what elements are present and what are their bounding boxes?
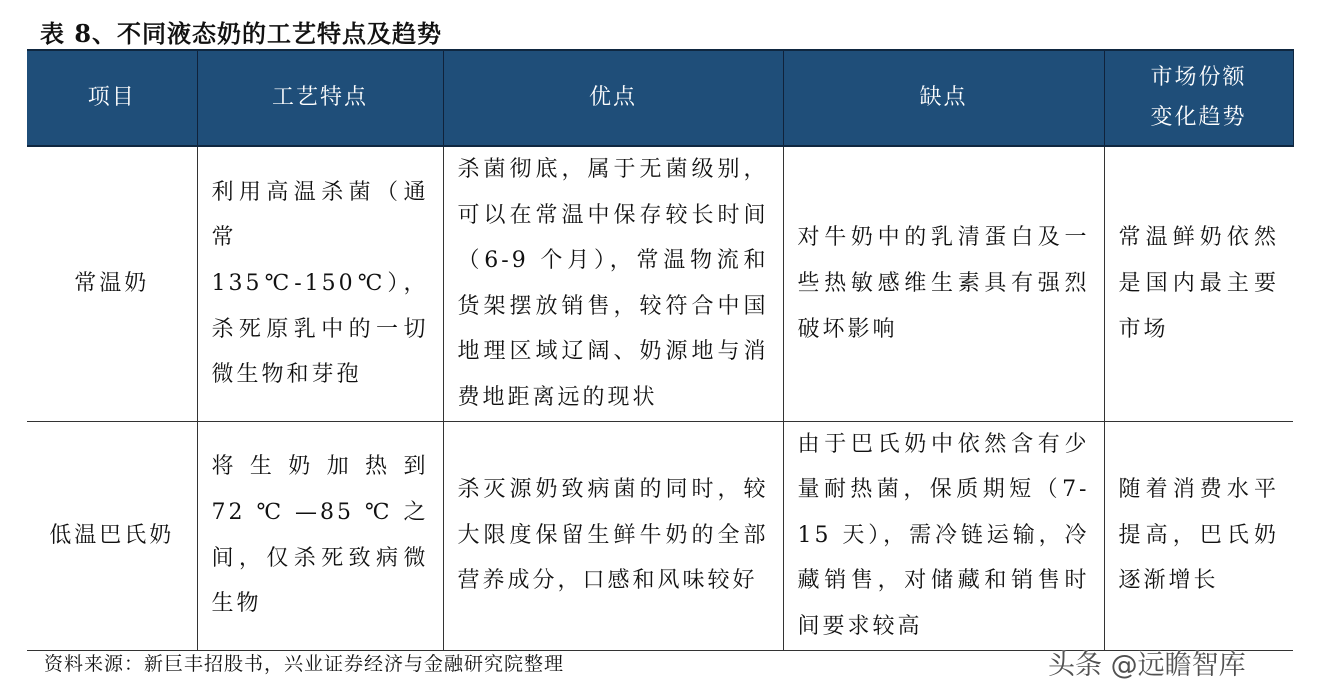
header-process: 工艺特点 [197,50,443,146]
header-trend [1104,50,1293,146]
header-disadvantages: 缺点 [783,50,1104,146]
cell-advantages: 杀灭源奶致病菌的同时，较大限度保留生鲜牛奶的全部营养成分，口感和风味较好 [443,421,783,650]
cell-advantages: 杀菌彻底，属于无菌级别，可以在常温中保存较长时间（6-9 个月），常温物流和货架摆放销售，较符合中国地理区域辽阔、奶源地与消费地距离远的现状 [443,146,783,421]
cell-trend: 随着消费水平提高，巴氏奶逐渐增长 [1104,421,1293,650]
liquid-milk-comparison-table [27,49,1294,651]
header-trend-line1: 市场份额 [1150,65,1247,90]
table-title: 表 8、不同液态奶的工艺特点及趋势 [40,19,443,48]
source-note: 资料来源：新巨丰招股书，兴业证券经济与金融研究院整理 [44,653,565,675]
cell-item: 低温巴氏奶 [27,421,197,650]
table-row [27,146,1293,421]
cell-process: 将生奶加热到 72℃—85℃之间，仅杀死致病微生物 [197,421,443,650]
cell-disadvantages: 对牛奶中的乳清蛋白及一些热敏感维生素具有强烈破坏影响 [783,146,1104,421]
watermark: 头条 @远瞻智库 [1048,650,1246,681]
table-header-row [27,50,1293,146]
header-advantages: 优点 [443,50,783,146]
cell-item: 常温奶 [27,146,197,421]
table-row [27,421,1293,650]
header-trend-line2: 变化趋势 [1150,105,1247,130]
cell-process: 利用高温杀菌（通常 135℃-150℃），杀死原乳中的一切微生物和芽孢 [197,146,443,421]
cell-disadvantages: 由于巴氏奶中依然含有少量耐热菌，保质期短（7-15 天），需冷链运输，冷藏销售，对储藏和销售时间要求较高 [783,421,1104,650]
header-item: 项目 [27,50,197,146]
cell-trend: 常温鲜奶依然是国内最主要市场 [1104,146,1293,421]
